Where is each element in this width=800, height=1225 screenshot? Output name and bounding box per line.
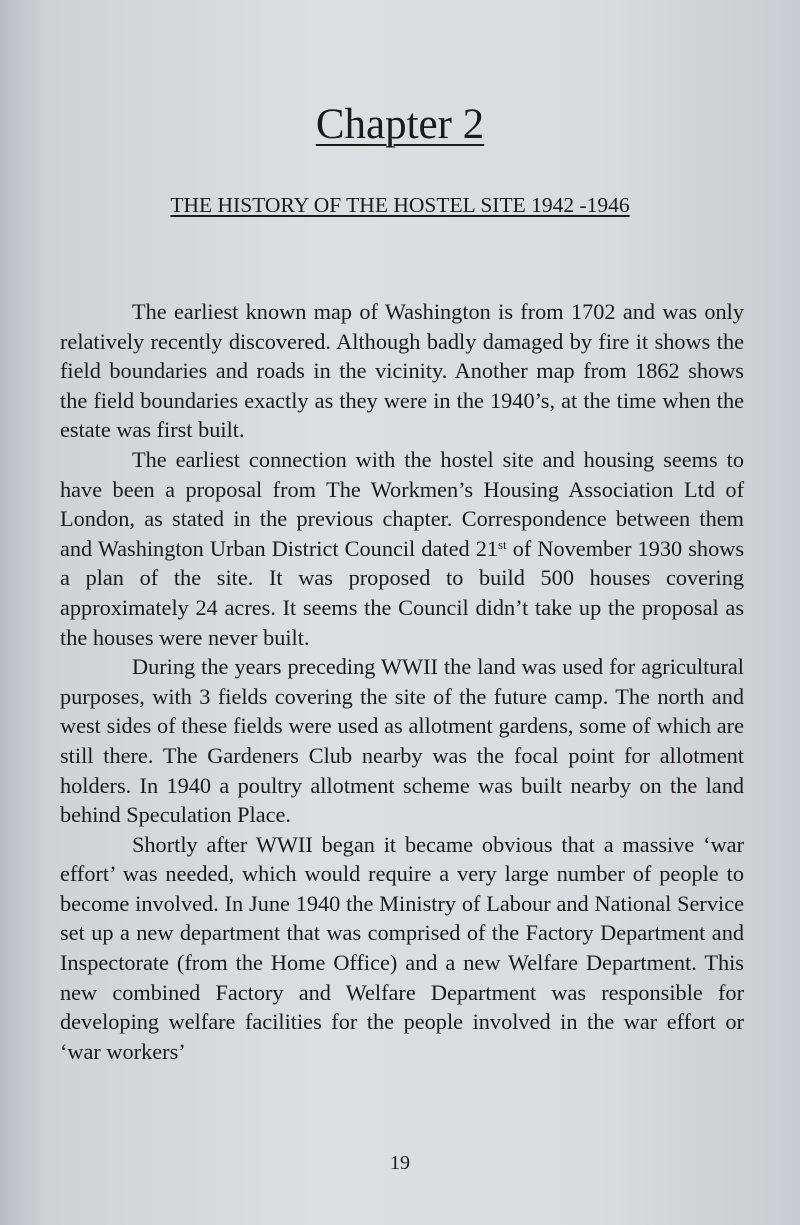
chapter-title: Chapter 2 [315,101,485,148]
ordinal-suffix: st [498,536,507,552]
body-text [60,297,744,1066]
page-number: 19 [390,1152,410,1174]
paragraph-4: Shortly after WWII began it became obvious that a massive ‘war effort’ was needed, which would require a very large number of people to become involved. In June 1940 the Ministry of Labour and National Service set up a new department that was comprised of the Factory Department and Inspectorate (from the Home Office) and a new Welfare Department. This new combined Factory and Welfare Department was responsible for developing welfare facilities for the people involved in the war effort or ‘war workers’ [60,831,744,1064]
paragraph-2 [60,445,744,652]
paragraph-3: During the years preceding WWII the land was used for agricultural purposes, with 3 fields covering the site of the future camp. The north and west sides of these fields were used as allotment gardens, some of which are still there. The Gardeners Club nearby was the focal point for allotment holders. In 1940 a poultry allotment scheme was built nearby on the land behind Speculation Place. [60,654,744,828]
paragraph-2-text-before: The earliest connection with the hostel site and housing seems to have been a proposal from The Workmen’s Housing Association Ltd of London, as stated in the previous chapter. Correspondence between them and Washington Urban District Council dated 21 [60,446,744,561]
chapter-subtitle: THE HISTORY OF THE HOSTEL SITE 1942 -1946 [170,193,630,217]
paragraph-2-text-after: of November 1930 shows a plan of the site. It was proposed to build 500 houses covering approximately 24 acres. It seems the Council didn’t take up the proposal as the houses were never built. [60,535,744,650]
paragraph-1: The earliest known map of Washington is from 1702 and was only relatively recently discovered. Although badly damaged by fire it shows the field boundaries and roads in the vicinity. Another map from 1862 shows the field boundaries exactly as they were in the 1940’s, at the time when the estate was first built. [60,299,744,443]
